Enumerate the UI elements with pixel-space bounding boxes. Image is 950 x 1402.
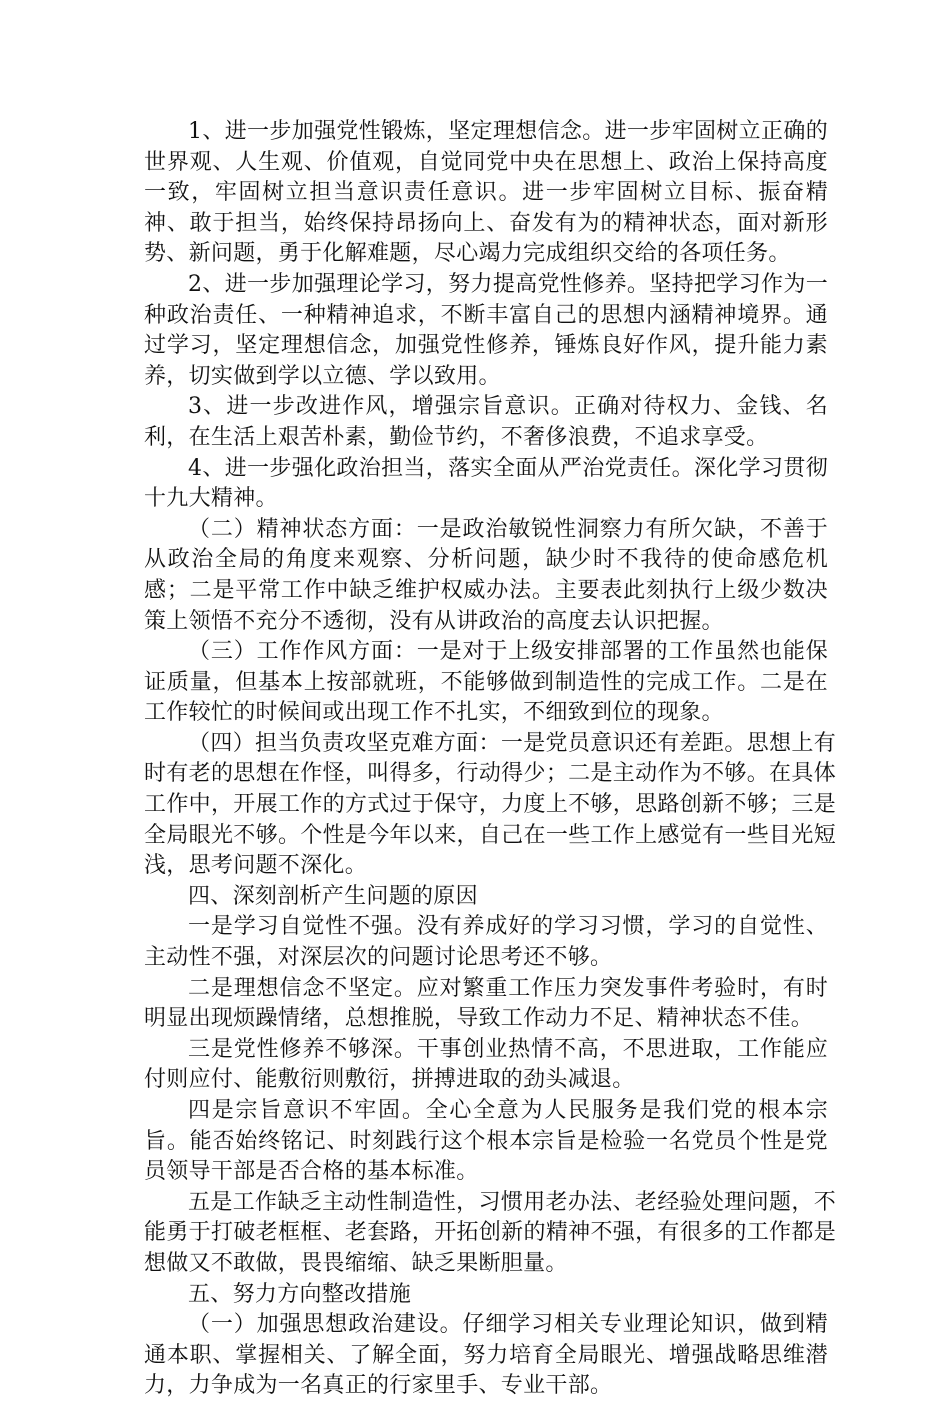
paragraph-12: 五是工作缺乏主动性制造性，习惯用老办法、老经验处理问题，不能勇于打破老框框、老套路，开拓创新的精神不强，有很多的工作都是想做又不敢做，畏畏缩缩、缺乏果断胆量。 (144, 1189, 836, 1276)
paragraph-4: 4、进一步强化政治担当，落实全面从严治党责任。深化学习贯彻十九大精神。 (144, 455, 828, 512)
paragraph-7: （四）担当负责攻坚克难方面：一是党员意识还有差距。思想上有时有老的思想在作怪，叫得多，行动得少；二是主动作为不够。在具体工作中，开展工作的方式过于保守，力度上不够，思路创新不够；三是全局眼光不够。个性是今年以来，自己在一些工作上感觉有一些目光短浅，思考问题不深化。 (144, 730, 836, 879)
paragraph-10: 三是党性修养不够深。干事创业热情不高，不思进取，工作能应付则应付、能敷衍则敷衍，拼搏进取的劲头减退。 (144, 1036, 828, 1093)
paragraph-5: （二）精神状态方面：一是政治敏锐性洞察力有所欠缺，不善于从政治全局的角度来观察、分析问题，缺少时不我待的使命感危机感；二是平常工作中缺乏维护权威办法。主要表此刻执行上级少数决策上领悟不充分不透彻，没有从讲政治的高度去认识把握。 (144, 516, 828, 634)
paragraph-2: 2、进一步加强理论学习，努力提高党性修养。坚持把学习作为一种政治责任、一种精神追求，不断丰富自己的思想内涵精神境界。通过学习，坚定理想信念，加强党性修养，锤炼良好作风，提升能力素养，切实做到学以立德、学以致用。 (144, 271, 828, 389)
paragraph-11: 四是宗旨意识不牢固。全心全意为人民服务是我们党的根本宗旨。能否始终铭记、时刻践行这个根本宗旨是检验一名党员个性是党员领导干部是否合格的基本标准。 (144, 1098, 828, 1185)
paragraph-13: （一）加强思想政治建设。仔细学习相关专业理论知识，做到精通本职、掌握相关、了解全面，努力培育全局眼光、增强战略思维潜力，力争成为一名真正的行家里手、专业干部。 (144, 1312, 828, 1399)
document-body (144, 117, 836, 1402)
section-heading-4: 四、深刻剖析产生问题的原因 (188, 883, 478, 909)
paragraph-9: 二是理想信念不坚定。应对繁重工作压力突发事件考验时，有时明显出现烦躁情绪，总想推脱，导致工作动力不足、精神状态不佳。 (144, 975, 828, 1032)
paragraph-8: 一是学习自觉性不强。没有养成好的学习习惯，学习的自觉性、主动性不强，对深层次的问题讨论思考还不够。 (144, 914, 828, 971)
section-heading-5: 五、努力方向整改措施 (188, 1281, 412, 1307)
paragraph-1: 1、进一步加强党性锻炼，坚定理想信念。进一步牢固树立正确的世界观、人生观、价值观，自觉同党中央在思想上、政治上保持高度一致，牢固树立担当意识责任意识。进一步牢固树立目标、振奋精神、敢于担当，始终保持昂扬向上、奋发有为的精神状态，面对新形势、新问题，勇于化解难题，尽心竭力完成组织交给的各项任务。 (144, 119, 828, 267)
paragraph-3: 3、进一步改进作风，增强宗旨意识。正确对待权力、金钱、名利，在生活上艰苦朴素，勤俭节约，不奢侈浪费，不追求享受。 (144, 394, 828, 450)
paragraph-6: （三）工作作风方面：一是对于上级安排部署的工作虽然也能保证质量，但基本上按部就班，不能够做到制造性的完成工作。二是在工作较忙的时候间或出现工作不扎实，不细致到位的现象。 (144, 639, 828, 726)
